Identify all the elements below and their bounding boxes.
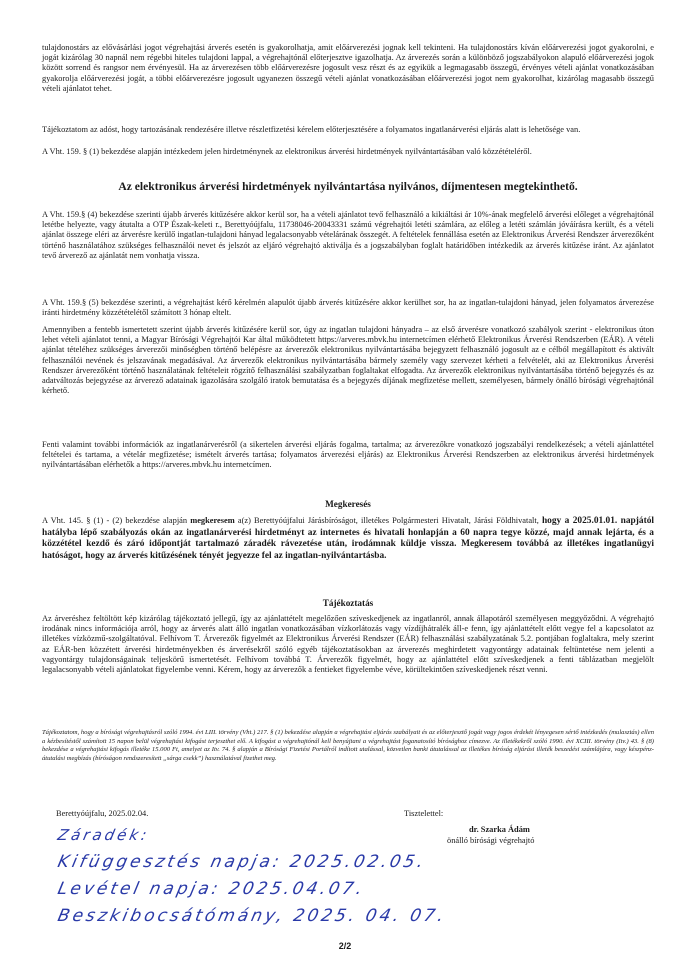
paragraph-electronic-offer: Amennyiben a fentebb ismertetett szerint újabb árverés kitűzésére kerül sor, úgy az ingatlan tulajdoni hányadra – az első árverésre vonatkozó szabályok szerint - elektronikus úton lehet vételi ajánlatot tenni, a Magyar Bírósági Végrehajtói Kar által működtetett https://arveres.mbvk.hu internetcímen elérhető Elektronikus Árverési Rendszerben (EÁR). A vételi ajánlat tételéhez szükséges árverezői minőségben történő belépésre az árverezők elektronikus nyilvántartásába bejegyzett felhasználó jogosult az e célból megállapított és aktivált felhasználói nevének és jelszavának megadásával. Az árverezők elektronikus nyilvántartásába bármely személy vagy szervezet kérheti a felvételét, aki az Elektronikus Árverési Rendszer árverezőként történő használatának feltételeit rögzítő felhasználási szabályzatban foglaltakat elfogadta. Az árverezők elektronikus nyilvántartásába történő bejegyzés és az adatváltozás bejegyzése az árverező adatainak igazolására szolgáló iratok bemutatása és a bejegyzés díjának megfizetése mellett, személyesen, bármely önálló bírósági végrehajtónál kérhető.: [42, 325, 654, 396]
paragraph-new-auction-5: A Vht. 159.§ (5) bekezdése szerinti, a végrehajtást kérő kérelmén alapulót újabb árverés kitűzésére akkor kerülhet sor, ha az ingatlan-tulajdoni hányad, jelen folyamatos árverezése iránti hirdetmény közzétételétől számított 3 hónap eltelt.: [42, 298, 654, 318]
signer-title: önálló bírósági végrehajtó: [447, 836, 535, 845]
paragraph-preemption: tulajdonostárs az elővásárlási jogot végrehajtási árverés esetén is gyakorolhatja, amit előárverezési jognak kell tekinteni. Ha tulajdonostárs kíván előárverezési jogot gyakorolni, e jogát kizárólag 30 napnál nem régebbi hiteles tulajdoni lappal, a végrehajtónál előterjesztve igazolhatja. Az árverezés során a különböző jogszabályokon alapuló előárverezési jogok között sorrend és rangsor nem érvényesül. Ha az árverezésen több előárverezésre jogosult vesz részt és az egyikük a legmagasabb összegű, érvényes vételi ajánlat vonatkozásában gyakorolja előárverezési jogát, a többi előárverezésre jogosult ugyanezen összegű vételi ajánlat vonatkozásában előárverezési jogot nem gyakorolhat, kizárólag magasabb összegű vételi ajánlatot tehet.: [42, 43, 654, 93]
request-intro: A Vht. 145. § (1) - (2) bekezdése alapján: [42, 516, 191, 525]
handwritten-submission-date: Beszkibocsátómány, 2025. 04. 07.: [55, 906, 449, 926]
handwritten-clause-label: Záradék:: [56, 826, 152, 844]
legal-remedy-notice: Tájékoztatom, hogy a bírósági végrehajtásról szóló 1994. évi LIII. törvény (Vht.) 217. § (1) bekezdése alapján a végrehajtási eljárás szabályait és az előterjesztő jogát vagy jogos érdekét lényegesen sértő intézkedés (mulasztás) ellen a kézbesítéstől számított 15 napon belül végrehajtási kifogást terjeszthet elő. A kifogást a végrehajtónál kell benyújtani a végrehajtást foganatosító bírósághoz címezve. Az illetékekről szóló 1990. évi XCIII. törvény (Itv.) 43. § (8) bekezdése a végrehajtási kifogás illetéke 15.000 Ft, amelyet az Itv. 74. § alapján a Bírósági Fizetési Portálról indított utalással, közvetlen banki átutalással az illetékes bíróság eljárási illeték beszedési számlájára, vagy készpénz-átutalási megbízás (bíróságon rendszeresített „sárga csekk”) használatával fizethet meg.: [42, 729, 654, 762]
handwritten-posting-date: Kifüggesztés napja: 2025.02.05.: [55, 852, 428, 872]
place-date: Berettyóújfalu, 2025.02.04.: [56, 809, 149, 818]
paragraph-request: [42, 516, 654, 562]
paragraph-further-info: Fenti valamint további információk az ingatlanárverésről (a sikertelen árverési eljárás fogalma, tartalma; az árverezőkre vonatkozó jogszabályi rendelkezések; a vételi ajánlattétel feltételei és tartama, a vételár megfizetése; ismételt árverés tartása; folyamatos árverezési eljárás) az Elektronikus Árverési Rendszerben az elektronikus árverési hirdetmények nyilvántartásában elérhetők a https://arveres.mbvk.hu internetcímen.: [42, 440, 654, 470]
heading-megkereses: Megkeresés: [325, 499, 371, 509]
request-recipients: a(z) Berettyóújfalui Járásbíróságot, illetékes Polgármesteri Hivatalt, Járási Földhivatalt,: [234, 516, 542, 525]
greeting: Tisztelettel:: [404, 809, 444, 818]
paragraph-debtor-notice: Tájékoztatom az adóst, hogy tartozásának rendezésére illetve részletfizetési kérelem előterjesztésére a folyamatos ingatlanárverési eljárás alatt is lehetősége van.: [42, 125, 581, 134]
request-body: hogy a 2025.01.01. napjától hatályba lépő szabályozás okán az ingatlanárverési hirdetményt az internetes és hivatali honlapján a 60 napra tegye közzé, majd annak lejárta, és a közzététel kezdő és záró időpontját tartalmazó záradék rávezetése után, irodámnak küldje vissza. Megkeresem továbbá az illetékes ingatlanügyi hatóságot, hogy az árverés kitűzésének tényét jegyezze fel az ingatlan-nyilvántartásba.: [42, 516, 654, 561]
request-keyword: megkeresem: [190, 516, 235, 525]
paragraph-publication: A Vht. 159. § (1) bekezdése alapján intézkedem jelen hirdetménynek az elektronikus árverési hirdetmények nyilvántartásában való közzétételéről.: [42, 147, 532, 156]
page-number: 2/2: [338, 941, 352, 951]
signer-name: dr. Szarka Ádám: [469, 825, 530, 834]
paragraph-new-auction-4: A Vht. 159.§ (4) bekezdése szerinti újabb árverés kitűzésére akkor kerül sor, ha a vételi ajánlatot tevő felhasználó a kikiáltási ár 10%-ának megfelelő árverési előleget a végrehajtónál letétbe helyezte, vagy átutalta a OTP Észak-keleti r., Berettyóújfalu, 11738046-20043331 számú végrehajtói letéti számlára, az előleg a letéti számlán jóváírásra került, és a vételi ajánlat összege eléri az árverésre kerülő ingatlan-tulajdoni hányad legalacsonyabb vételárának összegét. A feltételek fennállása esetén az Elektronikus Árverési Rendszer árverezőként történő használatához szükséges felhasználói nevet és jelszót az eljáró végrehajtó aktiválja és a jogszabályban foglalt határidőben intézkedik az árverés kitűzése iránt. Az ajánlatot tevő árverező az ajánlatát nem vonhatja vissza.: [42, 210, 654, 260]
handwritten-removal-date: Levétel napja: 2025.04.07.: [55, 879, 367, 899]
main-heading: Az elektronikus árverési hirdetmények nyilvántartása nyilvános, díjmentesen megtekinthető.: [118, 180, 578, 193]
heading-tajekoztatas: Tájékoztatás: [322, 598, 374, 608]
paragraph-information: Az árveréshez feltöltött kép kizárólag tájékoztató jellegű, így az ajánlattételt megelőzően szíveskedjenek az ingatlanról, annak állapotáról személyesen meggyőződni. A végrehajtó irodának nincs információja arról, hogy az árverés alatt álló ingatlan vonatkozásában vízkorlátozás vagy vízdíjhátralék áll-e fenn, így ajánlattételt előtt vegye fel a kapcsolatot az illetékes vízközmű-szolgáltatóval. Felhívom T. Árverezők figyelmét az Elektronikus Árverési Rendszer (EÁR) felhasználási szabályzatának 5.2. pontjában foglaltakra, mely szerint az EÁR-ben közzétett árverési hirdetményekben és árverésekről szóló egyéb tájékoztatásokban az árverezés meghirdetett vagyontárgy adatainak feltüntetése nem jelenti a vagyontárgy tulajdonságainak teljeskörű ismertetését. Felhívom továbbá T. Árverezők figyelmét, hogy az ajánlattétel előtt szíveskedjenek a fenti táblázatban megjelölt legalacsonyabb vételi ajánlatokat figyelembe venni. Kérem, hogy az árverezők a fentieket figyelembe véve, körültekintően szíveskedjenek részt venni.: [42, 614, 654, 675]
